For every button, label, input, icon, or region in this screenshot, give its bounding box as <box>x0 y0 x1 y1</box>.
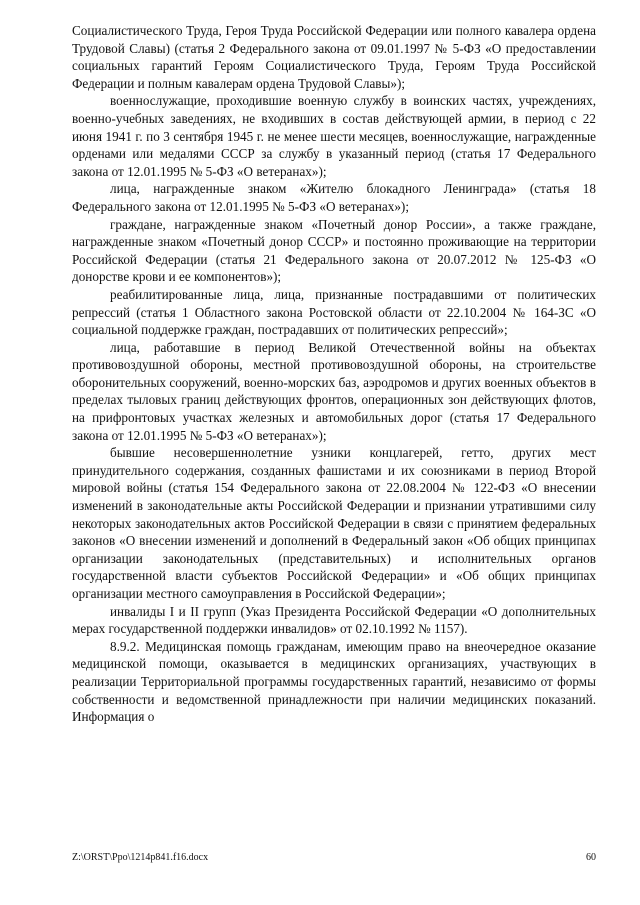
paragraph-8: инвалиды I и II групп (Указ Президента Российской Федерации «О дополнительных мерах государственной поддержки инвалидов» от 02.10.1992 № 1157). <box>72 603 596 637</box>
paragraph-4: граждане, награжденные знаком «Почетный донор России», а также граждане, награжденные знаком «Почетный донор СССР» и постоянно проживающие на территории Российской Федерации (статья 21 Федерального закона от 20.07.2012 № 125-ФЗ «О донорстве крови и ее компонентов»); <box>72 216 596 285</box>
paragraph-6: лица, работавшие в период Великой Отечественной войны на объектах противовоздушной обороны, местной противовоздушной обороны, на строительстве оборонительных сооружений, военно-морских баз, аэродромов и других военных объектов в пределах тыловых границ действующих фронтов, операционных зон действующих флотов, на прифронтовых участках железных и автомобильных дорог (статья 17 Федерального закона от 12.01.1995 № 5-ФЗ «О ветеранах»); <box>72 339 596 443</box>
footer-file-path: Z:\ORST\Ppo\1214p841.f16.docx <box>72 852 209 863</box>
paragraph-7: бывшие несовершеннолетние узники концлагерей, гетто, других мест принудительного содержания, созданных фашистами и их союзниками в период Второй мировой войны (статья 154 Федерального закона от 22.08.2004 № 122-ФЗ «О внесении изменений в законодательные акты Российской Федерации и признании утратившими силу некоторых законодательных актов Российской Федерации в связи с принятием федеральных законов «О внесении изменений и дополнений в Федеральный закон «Об общих принципах организации законодательных (представительных) и исполнительных органов государственной власти субъектов Российской Федерации» и «Об общих принципах организации местного самоуправления в Российской Федерации»; <box>72 445 596 601</box>
document-body <box>72 22 596 726</box>
paragraph-5: реабилитированные лица, лица, признанные пострадавшими от политических репрессий (статья 1 Областного закона Ростовской области от 22.10.2004 № 164-ЗС «О социальной поддержке граждан, пострадавших от политических репрессий»; <box>72 286 596 338</box>
page-footer <box>72 852 596 863</box>
paragraph-2: военнослужащие, проходившие военную службу в воинских частях, учреждениях, военно-учебных заведениях, не входивших в состав действующей армии, в период с 22 июня 1941 г. по 3 сентября 1945 г. не менее шести месяцев, военнослужащие, награжденные орденами или медалями СССР за службу в указанный период (статья 17 Федерального закона от 12.01.1995 № 5-ФЗ «О ветеранах»); <box>72 93 596 179</box>
paragraph-1: Социалистического Труда, Героя Труда Российской Федерации или полного кавалера ордена Трудовой Славы) (статья 2 Федерального закона от 09.01.1997 № 5-ФЗ «О предоставлении социальных гарантий Героям Социалистического Труда, Героям Труда Российской Федерации и полным кавалерам ордена Трудовой Славы»); <box>72 23 596 91</box>
paragraph-3: лица, награжденные знаком «Жителю блокадного Ленинграда» (статья 18 Федерального закона от 12.01.1995 № 5-ФЗ «О ветеранах»); <box>72 181 596 214</box>
footer-page-number: 60 <box>586 852 596 863</box>
paragraph-9: 8.9.2. Медицинская помощь гражданам, имеющим право на внеочередное оказание медицинской помощи, оказывается в медицинских организациях, участвующих в реализации Территориальной программы государственных гарантий, независимо от формы собственности и ведомственной принадлежности при наличии медицинских показаний. Информация о <box>72 638 596 725</box>
